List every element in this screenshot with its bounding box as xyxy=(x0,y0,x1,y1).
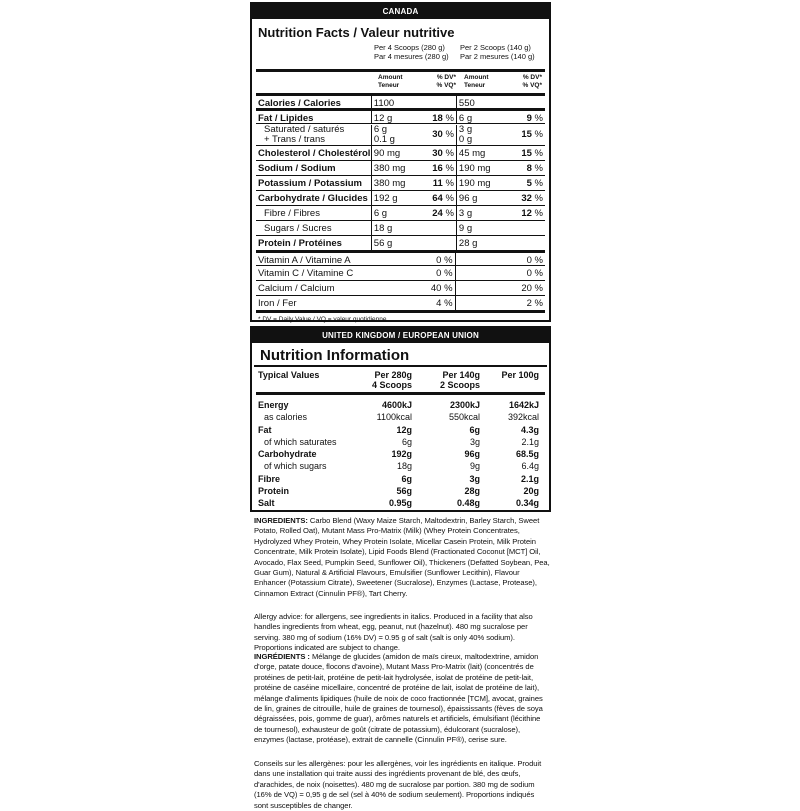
vq-label-2: % VQ* xyxy=(522,81,542,89)
ukeu-row-saturates: of which saturates 6g 3g 2.1g xyxy=(264,436,539,447)
ukeu-title: Nutrition Information xyxy=(254,343,547,367)
canada-footnote: * DV = Daily Value / VQ = valeur quotidienne xyxy=(256,310,545,330)
canada-nutrition-facts-panel xyxy=(250,2,551,322)
amount-label: Amount xyxy=(378,74,403,81)
ukeu-row-protein: Protein 56g 28g 20g xyxy=(258,486,539,497)
allergy-advice-french: Conseils sur les allergènes: pour les allergènes, voir les ingrédients en italique. Produit dans une installation qui traite aussi des ingrédients provenant de blé, des œufs, d'arachides, de noix (noisettes). 480 mg de sucralose par portion. 380 mg de sodium (16% de VQ) = 0,95 g de sel (sel à 40% de sodium seulement). Proportions indiqués sont susceptibles de changer. xyxy=(254,759,542,810)
nutrient-row-saturated-trans: Saturated / saturés + Trans / trans 6 g 0.1 g 30 % 3 g 0 g 15 % xyxy=(256,123,545,145)
dv-label: % DV* xyxy=(436,74,456,81)
ukeu-row-sugars: of which sugars 18g 9g 6.4g xyxy=(264,461,539,472)
nutrient-row-vitamin-c: Vitamin C / Vitamine C 0 % 0 % xyxy=(256,265,545,280)
ukeu-row-calories: as calories 1100kcal 550kcal 392kcal xyxy=(264,412,539,423)
nutrient-row-fat: Fat / Lipides 12 g 18 % 6 g 9 % xyxy=(256,108,545,123)
nutrient-row-protein: Protein / Protéines 56 g 28 g xyxy=(256,235,545,250)
ingredients-heading-fr: INGRÉDIENTS : xyxy=(254,652,310,661)
ukeu-row-salt: Salt 0.95g 0.48g 0.34g xyxy=(258,498,539,509)
allergy-advice-english: Allergy advice: for allergens, see ingredients in italics. Produced in a facility that also handles ingredients from wheat, egg, peanut, nut (hazelnut). 480 mg sucralose per serving. 380 mg of sodium (16% DV) = 0.95 g of salt (salt is only 40% sodium). Proportions indicated are subject to change. xyxy=(254,612,533,653)
nutrient-row-potassium: Potassium / Potassium 380 mg 11 % 190 mg 5 % xyxy=(256,175,545,190)
canada-banner: CANADA xyxy=(252,4,549,19)
ingredients-body-en: Carbo Blend (Waxy Maize Starch, Maltodextrin, Barley Starch, Sweet Potato, Rolled Oat), Mutant Mass Pro-Matrix (Milk) (Whey Protein Concentrates, Hydrolyzed Whey Protein, Whey Protein Isolate, Micellar Casein Protein, Milk Protein Concentrate, Milk Protein Isolate), Lipid Foods Blend (Fractionated Coconut [MCT] Oil, Avocado, Flax Seed, Pumpkin Seed, Sunflower Oil), Thickeners (Defatted Soybean, Pea, Guar Gum), Natural & Artificial Flavours, Emulsifier (Sunflower Lecithin), Flavour Enhancer (Potassium Citrate), Sweetener (Sucralose), Enzymes (Lactase, Protease), Cinnamon Extract (Cinnulin PF®), Tart Cherry. xyxy=(254,516,550,598)
nutrient-row-iron: Iron / Fer 4 % 2 % xyxy=(256,295,545,310)
nutrient-row-vitamin-a: Vitamin A / Vitamine A 0 % 0 % xyxy=(256,250,545,265)
nutrient-row-calories: Calories / Calories 1100 550 xyxy=(256,93,545,108)
nutrient-row-fibre: Fibre / Fibres 6 g 24 % 3 g 12 % xyxy=(256,205,545,220)
serving2-line1: Per 2 Scoops (140 g) xyxy=(460,43,531,52)
amount-label-2: Amount xyxy=(464,74,489,81)
vq-label: % VQ* xyxy=(436,81,456,89)
nutrient-row-calcium: Calcium / Calcium 40 % 20 % xyxy=(256,280,545,295)
ukeu-nutrition-panel xyxy=(250,326,551,512)
ukeu-header-row: Typical Values Per 280g 4 Scoops Per 140g 2 Scoops Per 100g xyxy=(256,367,545,395)
ukeu-row-fat: Fat 12g 6g 4.3g xyxy=(258,424,539,435)
ingredients-english xyxy=(254,516,550,599)
canada-column-subheader xyxy=(252,72,549,93)
ingredients-french xyxy=(254,652,550,746)
dv-label-2: % DV* xyxy=(522,74,542,81)
serving1-line2: Par 4 mesures (280 g) xyxy=(374,52,449,61)
nutrient-row-sugars: Sugars / Sucres 18 g 9 g xyxy=(256,220,545,235)
nutrient-row-cholesterol: Cholesterol / Cholestérol 90 mg 30 % 45 mg 15 % xyxy=(256,145,545,160)
ukeu-row-carbohydrate: Carbohydrate 192g 96g 68.5g xyxy=(258,449,539,460)
teneur-label: Teneur xyxy=(378,81,400,89)
canada-serving-header xyxy=(252,43,549,69)
serving1-line1: Per 4 Scoops (280 g) xyxy=(374,43,445,52)
ukeu-row-energy: Energy 4600kJ 2300kJ 1642kJ xyxy=(258,400,539,410)
nutrient-row-sodium: Sodium / Sodium 380 mg 16 % 190 mg 8 % xyxy=(256,160,545,175)
ingredients-body-fr: Mélange de glucides (amidon de maïs cireux, maltodextrine, amidon d'orge, patate douce, flocons d'avoine), Mutant Mass Pro-Matrix (lait) (concentrés de protéines de petit-lait, protéine de petit-lait hydrolysée, isolat de protéine de petit-lait, protéine de caséine micellaire, concentré de protéine de lait, isolat de protéine de lait), mélange d'aliments lipidiques (huile de noix de coco fractionnée [TCM], avocat, graines de lin, graines de citrouille, huile de graines de tournesol), épaississants (fèves de soya dégraissées, pois, gomme de guar), arômes naturels et artificiels, émulsifiant (lécithine de tournesol), exhausteur de goût (citrate de potassium), édulcorant (sucralose), enzymes (lactase, protéase), extrait de cannelle (Cinnulin PF®), cerise sure. xyxy=(254,652,543,745)
ukeu-row-fibre: Fibre 6g 3g 2.1g xyxy=(258,473,539,484)
serving2-line2: Par 2 mesures (140 g) xyxy=(460,52,535,61)
nutrient-row-carbohydrate: Carbohydrate / Glucides 192 g 64 % 96 g 32 % xyxy=(256,190,545,205)
canada-title: Nutrition Facts / Valeur nutritive xyxy=(258,25,455,40)
ukeu-banner: UNITED KINGDOM / EUROPEAN UNION xyxy=(252,328,549,343)
teneur-label-2: Teneur xyxy=(464,81,486,89)
ingredients-heading-en: INGREDIENTS: xyxy=(254,516,308,525)
